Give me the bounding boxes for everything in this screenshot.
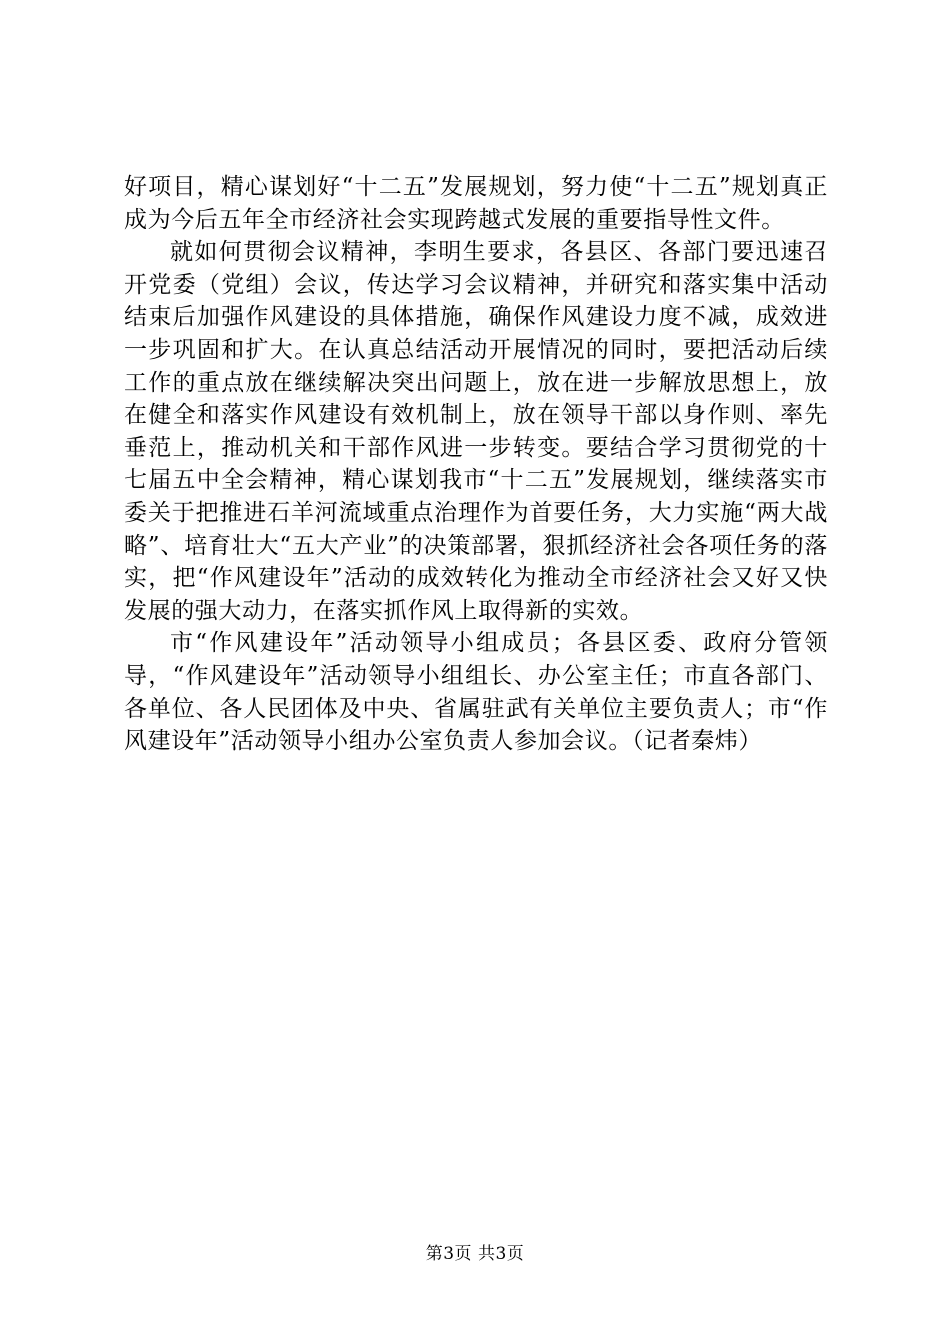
article-body — [124, 171, 828, 758]
paragraph-continuation: 好项目，精心谋划好“十二五”发展规划，努力使“十二五”规划真正成为今后五年全市经济社会实现跨越式发展的重要指导性文件。 — [124, 174, 828, 233]
paragraph-meeting-requirements: 就如何贯彻会议精神，李明生要求，各县区、各部门要迅速召开党委（党组）会议，传达学习会议精神，并研究和落实集中活动结束后加强作风建设的具体措施，确保作风建设力度不减，成效进一步巩固和扩大。在认真总结活动开展情况的同时，要把活动后续工作的重点放在继续解决突出问题上，放在进一步解放思想上，放在健全和落实作风建设有效机制上，放在领导干部以身作则、率先垂范上，推动机关和干部作风进一步转变。要结合学习贯彻党的十七届五中全会精神，精心谋划我市“十二五”发展规划，继续落实市委关于把推进石羊河流域重点治理作为首要任务，大力实施“两大战略”、培育壮大“五大产业”的决策部署，狠抓经济社会各项任务的落实，把“作风建设年”活动的成效转化为推动全市经济社会又好又快发展的强大动力，在落实抓作风上取得新的实效。 — [124, 239, 828, 624]
paragraph-attendees: 市“作风建设年”活动领导小组成员；各县区委、政府分管领导，“作风建设年”活动领导小组组长、办公室主任；市直各部门、各单位、各人民团体及中央、省属驻武有关单位主要负责人；市“作风建设年”活动领导小组办公室负责人参加会议。（记者秦炜） — [124, 630, 828, 755]
page-number-label: 第3页 共3页 — [425, 1244, 525, 1264]
page-footer — [0, 1243, 950, 1265]
